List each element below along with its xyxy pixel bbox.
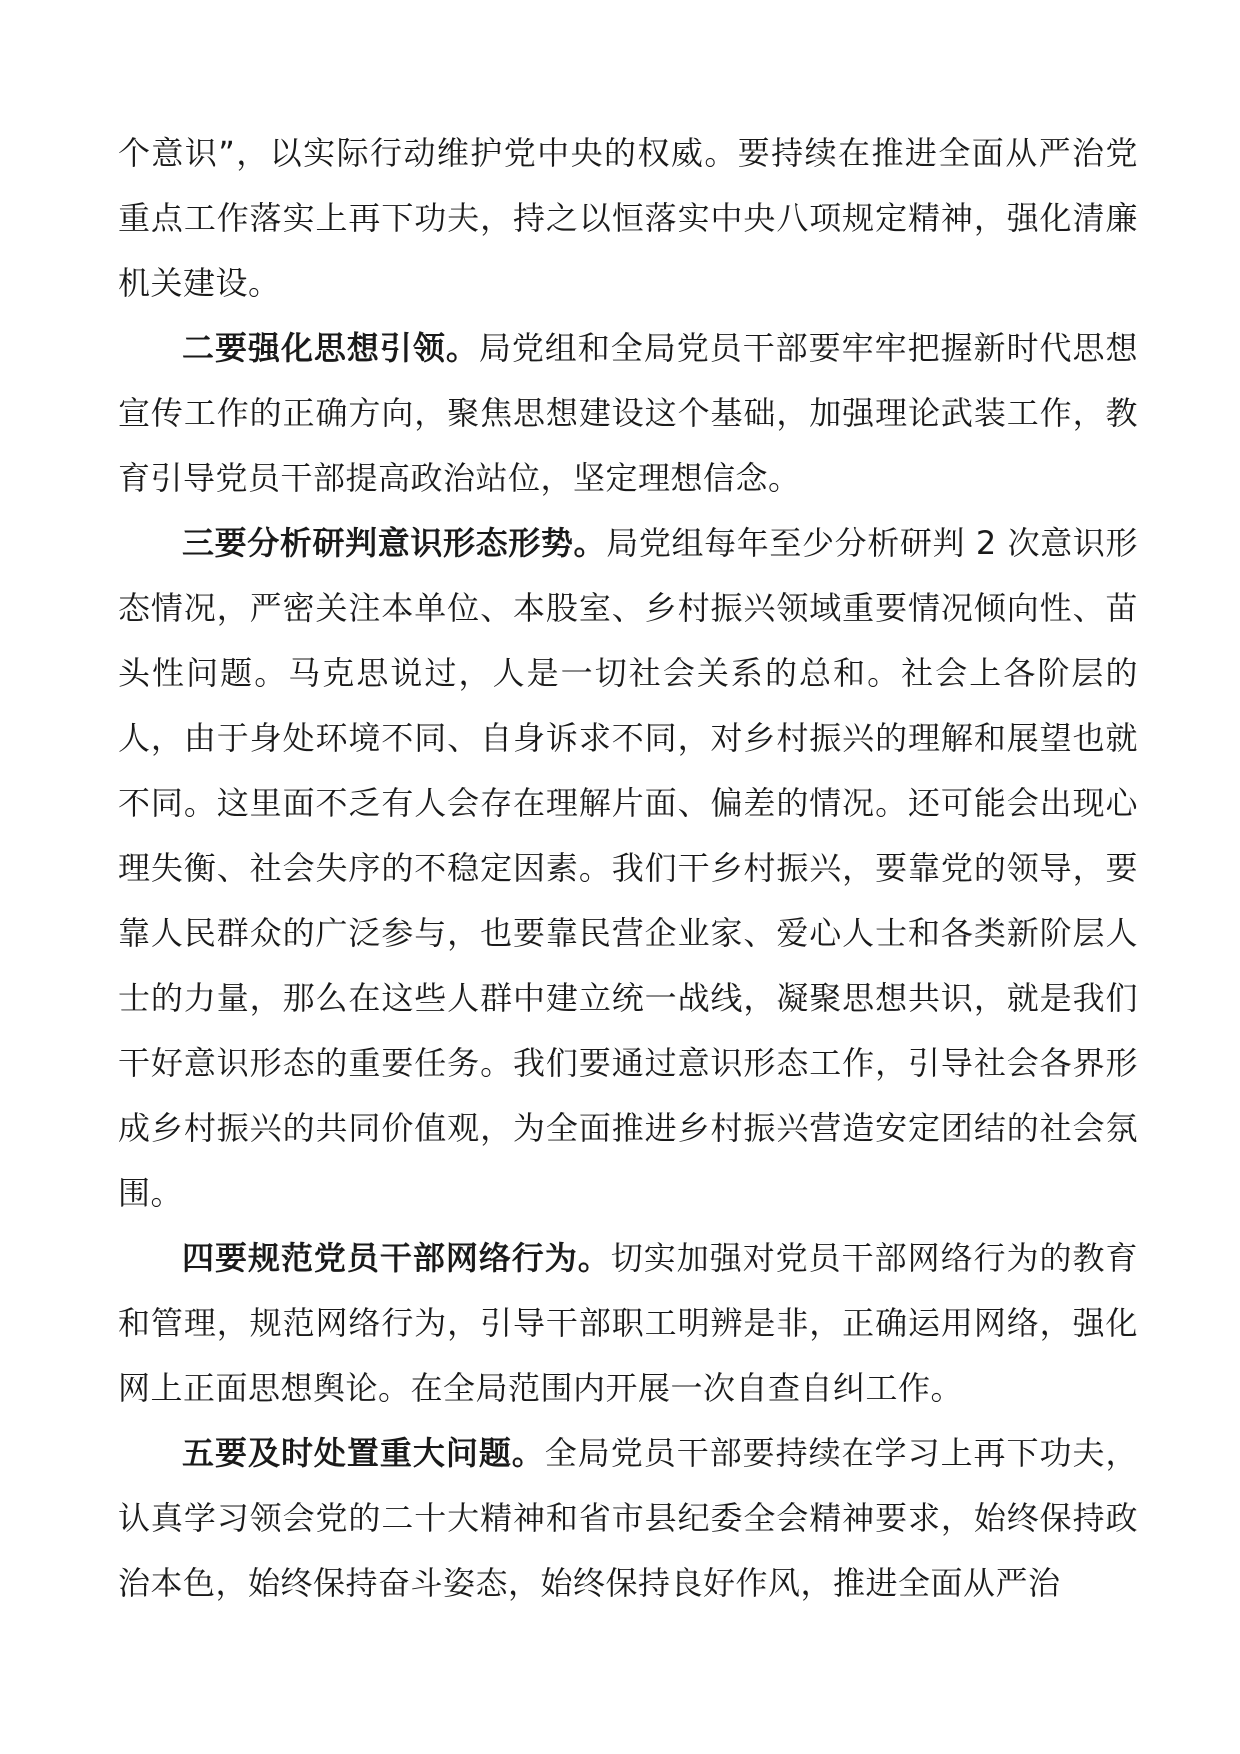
document-body [118, 121, 1138, 1616]
paragraph-text: 全局党员干部要持续在学习上再下功夫，认真学习领会党的二十大精神和省市县纪委全会精神要求，始终保持政治本色，始终保持奋斗姿态，始终保持良好作风，推进全面从严治 [118, 1434, 1138, 1602]
paragraph-heading: 三要分析研判意识形态形势。 [182, 524, 607, 562]
paragraph-heading: 二要强化思想引领。 [182, 329, 479, 367]
paragraph-ideology-analysis [118, 511, 1138, 1226]
paragraph-network-behavior [118, 1226, 1138, 1421]
paragraph-text: 局党组每年至少分析研判 2 次意识形态情况，严密关注本单位、本股室、乡村振兴领域重要情况倾向性、苗头性问题。马克思说过，人是一切社会关系的总和。社会上各阶层的人，由于身处环境不同、自身诉求不同，对乡村振兴的理解和展望也就不同。这里面不乏有人会存在理解片面、偏差的情况。还可能会出现心理失衡、社会失序的不稳定因素。我们干乡村振兴，要靠党的领导，要靠人民群众的广泛参与，也要靠民营企业家、爱心人士和各类新阶层人士的力量，那么在这些人群中建立统一战线，凝聚思想共识，就是我们干好意识形态的重要任务。我们要通过意识形态工作，引导社会各界形成乡村振兴的共同价值观，为全面推进乡村振兴营造安定团结的社会氛围。 [118, 524, 1138, 1212]
paragraph-continuation [118, 121, 1138, 316]
paragraph-text: 局党组和全局党员干部要牢牢把握新时代思想宣传工作的正确方向，聚焦思想建设这个基础，加强理论武装工作，教育引导党员干部提高政治站位，坚定理想信念。 [118, 329, 1138, 497]
paragraph-heading: 四要规范党员干部网络行为。 [182, 1239, 611, 1277]
paragraph-thought-guidance [118, 316, 1138, 511]
paragraph-major-issues [118, 1421, 1138, 1616]
paragraph-text: 个意识”，以实际行动维护党中央的权威。要持续在推进全面从严治党重点工作落实上再下功夫，持之以恒落实中央八项规定精神，强化清廉机关建设。 [118, 134, 1138, 302]
paragraph-heading: 五要及时处置重大问题。 [182, 1434, 545, 1472]
paragraph-text: 切实加强对党员干部网络行为的教育和管理，规范网络行为，引导干部职工明辨是非，正确运用网络，强化网上正面思想舆论。在全局范围内开展一次自查自纠工作。 [118, 1239, 1138, 1407]
